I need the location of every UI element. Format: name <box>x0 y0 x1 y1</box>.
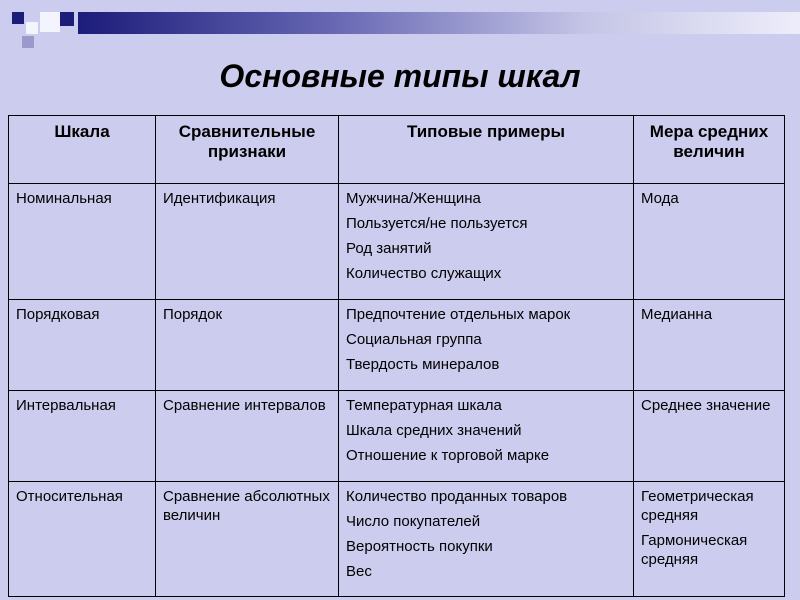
table-header-row <box>9 116 785 184</box>
cell-scale: Относительная <box>9 482 156 597</box>
table-row <box>9 300 785 391</box>
header-examples: Типовые примеры <box>339 116 634 184</box>
cell-scale: Интервальная <box>9 391 156 482</box>
header-measure: Мера средних величин <box>634 116 785 184</box>
cell-features <box>156 482 339 597</box>
measure-item: Гармоническая средняя <box>641 532 748 568</box>
cell-measure <box>634 391 785 482</box>
scales-table <box>8 115 785 597</box>
example-item: Вес <box>346 563 372 580</box>
example-item: Мужчина/Женщина <box>346 190 481 207</box>
example-item: Шкала средних значений <box>346 422 522 439</box>
cell-features <box>156 184 339 300</box>
example-item: Предпочтение отдельных марок <box>346 306 571 323</box>
decor-square <box>60 12 74 26</box>
cell-examples <box>339 300 634 391</box>
example-item: Число покупателей <box>346 513 481 530</box>
example-item: Социальная группа <box>346 331 482 348</box>
cell-measure <box>634 482 785 597</box>
decor-square <box>40 12 60 32</box>
feature-item: Сравнение абсолютных величин <box>163 488 330 524</box>
cell-examples <box>339 391 634 482</box>
feature-item: Сравнение интервалов <box>163 397 326 414</box>
example-item: Количество проданных товаров <box>346 488 568 505</box>
feature-item: Идентификация <box>163 190 276 207</box>
example-item: Отношение к торговой марке <box>346 447 550 464</box>
example-item: Температурная шкала <box>346 397 502 414</box>
example-item: Твердость минералов <box>346 356 500 373</box>
header-scale: Шкала <box>9 116 156 184</box>
example-item: Пользуется/не пользуется <box>346 215 528 232</box>
cell-examples <box>339 482 634 597</box>
measure-item: Геометрическая средняя <box>641 488 754 524</box>
table-row <box>9 184 785 300</box>
example-item: Количество служащих <box>346 265 502 282</box>
cell-measure <box>634 184 785 300</box>
cell-features <box>156 300 339 391</box>
cell-measure <box>634 300 785 391</box>
cell-scale: Номинальная <box>9 184 156 300</box>
feature-item: Порядок <box>163 306 223 323</box>
decor-square <box>22 36 34 48</box>
table-row <box>9 482 785 597</box>
example-item: Вероятность покупки <box>346 538 493 555</box>
measure-item: Медианна <box>641 306 713 323</box>
header-features: Сравнительные признаки <box>156 116 339 184</box>
decor-square <box>12 12 24 24</box>
decor-square <box>26 22 38 34</box>
decor-gradient-bar <box>78 12 800 34</box>
cell-examples <box>339 184 634 300</box>
page-title: Основные типы шкал <box>219 58 581 94</box>
example-item: Род занятий <box>346 240 432 257</box>
cell-scale: Порядковая <box>9 300 156 391</box>
table-row <box>9 391 785 482</box>
measure-item: Среднее значение <box>641 397 771 414</box>
measure-item: Мода <box>641 190 679 207</box>
cell-features <box>156 391 339 482</box>
